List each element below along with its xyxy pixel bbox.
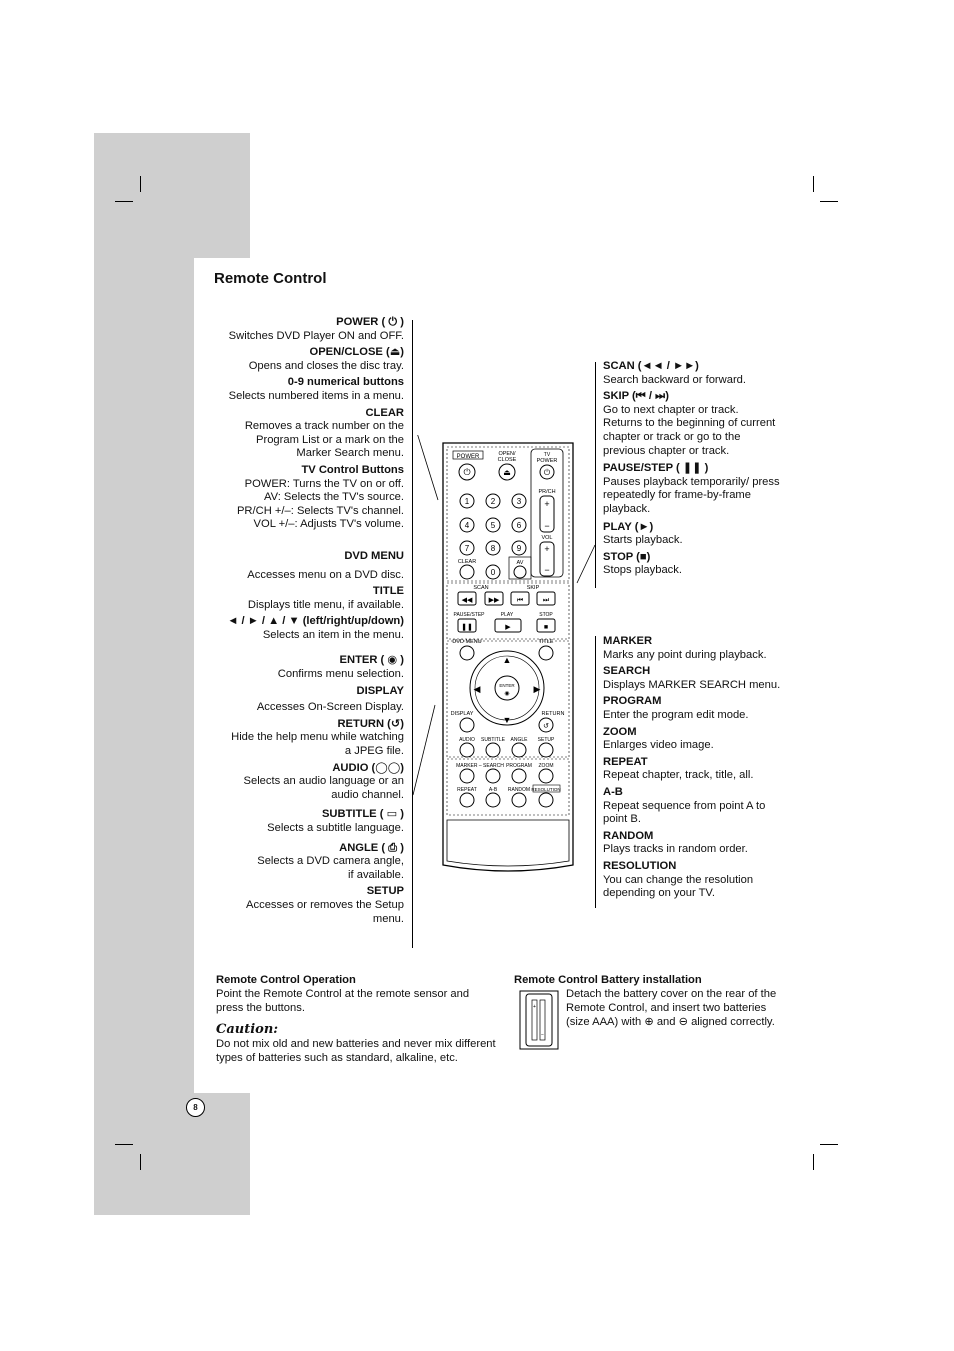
pause-icon: ❚❚ — [461, 624, 473, 631]
program-button[interactable] — [512, 769, 526, 783]
item-head: A-B — [603, 785, 623, 798]
ab-label: A-B — [488, 787, 498, 793]
item-desc: Hide the help menu while watching a JPEG file. — [231, 731, 404, 758]
item-dvd-menu — [214, 550, 404, 582]
eject-icon: ⏏ — [503, 468, 511, 477]
item-random — [603, 830, 798, 857]
setup-button[interactable] — [539, 743, 553, 757]
battery-plus-icon: + — [533, 1004, 536, 1010]
item-head: TV Control Buttons — [301, 463, 404, 476]
item-head: TITLE — [372, 585, 404, 598]
item-desc: Plays tracks in random order. — [603, 843, 748, 856]
item-head: DVD MENU — [344, 549, 404, 562]
item-title — [214, 585, 404, 612]
audio-label: AUDIO — [459, 737, 475, 743]
tv-power-icon: ⏻ — [543, 468, 551, 477]
item-audio — [214, 762, 404, 803]
vol-label: VOL — [541, 535, 553, 541]
right-arrow-button[interactable]: ▶ — [533, 684, 541, 694]
open-close-label-2: CLOSE — [497, 457, 517, 463]
item-desc: Repeat chapter, track, title, all. — [603, 769, 754, 782]
item-desc: Repeat sequence from point A to point B. — [603, 799, 766, 826]
av-label: AV — [516, 560, 524, 566]
item-clear — [214, 407, 404, 461]
item-head: RETURN (↺) — [337, 717, 404, 730]
item-setup — [214, 885, 404, 926]
item-head: RANDOM — [603, 829, 654, 842]
ab-button[interactable] — [486, 793, 500, 807]
item-head: PAUSE/STEP ( ❚❚ ) — [603, 462, 709, 475]
left-arrow-button[interactable]: ◀ — [473, 684, 481, 694]
digit-label: 5 — [490, 521, 496, 530]
zoom-label: ZOOM — [538, 763, 554, 769]
search-button[interactable] — [486, 769, 500, 783]
tv-label: TV — [543, 452, 551, 458]
item-play — [603, 521, 798, 548]
digit-label: 7 — [464, 544, 470, 553]
random-label: RANDOM — [507, 787, 531, 793]
random-button[interactable] — [512, 793, 526, 807]
play-icon: ▶ — [505, 624, 511, 631]
item-desc: Confirms menu selection. — [277, 668, 404, 681]
crop-mark — [813, 176, 814, 192]
leader-line — [577, 545, 595, 583]
item-desc: Accesses menu on a DVD disc. — [247, 568, 404, 581]
battery-text: Detach the battery cover on the rear of the Remote Control, and insert two batteries (size AAA) with ⊕ and ⊖ aligned correctly. — [566, 988, 777, 1028]
grey-band-bottom — [94, 1093, 250, 1215]
power-label: POWER — [456, 454, 480, 460]
item-desc: Selects an item in the menu. — [262, 628, 404, 641]
caution-text: Do not mix old and new batteries and never mix different types of batteries such as standard, alkaline, etc. — [216, 1038, 496, 1064]
item-arrows — [214, 615, 404, 642]
open-close-label: OPEN/ — [498, 451, 516, 457]
title-label: TITLE — [538, 639, 554, 645]
item-angle — [214, 842, 404, 883]
item-head: REPEAT — [603, 755, 648, 768]
item-desc: Displays title menu, if available. — [247, 598, 404, 611]
item-head: OPEN/CLOSE (⏏) — [309, 346, 404, 359]
item-enter — [214, 654, 404, 681]
crop-mark — [115, 1144, 133, 1145]
program-label: PROGRAM — [506, 763, 532, 769]
item-head: PLAY (►) — [603, 520, 654, 533]
item-head: ◄ / ► / ▲ / ▼ (left/right/up/down) — [227, 615, 404, 628]
play-label: PLAY — [500, 612, 514, 618]
resolution-button[interactable] — [539, 793, 553, 807]
item-desc: Stops playback. — [603, 564, 682, 577]
setup-label: SETUP — [537, 737, 555, 743]
digit-label: 3 — [516, 497, 522, 506]
item-head: SKIP (⏮ / ⏭) — [603, 390, 669, 403]
item-power — [214, 316, 404, 343]
rewind-icon: ◀◀ — [461, 597, 473, 604]
digit-label: 4 — [464, 521, 470, 530]
item-head: ANGLE ( ⎙ ) — [339, 841, 404, 854]
return-label: RETURN — [541, 711, 565, 717]
resolution-label: RESOLUTION — [531, 787, 561, 792]
minus-icon: − — [544, 565, 550, 575]
scan-label: SCAN — [473, 585, 489, 591]
remote-control-illustration — [405, 435, 600, 880]
digit-label: 0 — [490, 568, 496, 577]
repeat-button[interactable] — [460, 793, 474, 807]
zoom-button[interactable] — [539, 769, 553, 783]
item-desc: Selects a DVD camera angle, if available. — [257, 855, 404, 881]
skip-forward-icon: ⏭ — [542, 597, 550, 604]
crop-mark — [820, 201, 838, 202]
dvd-menu-button[interactable] — [460, 646, 474, 660]
page-number: 8 — [186, 1098, 205, 1117]
marker-button[interactable] — [460, 769, 474, 783]
crop-mark — [140, 176, 141, 192]
item-marker — [603, 635, 798, 662]
item-desc: Enter the program edit mode. — [603, 708, 749, 721]
leader-line — [413, 705, 435, 795]
power-icon: ⏻ — [463, 467, 471, 477]
return-icon: ↺ — [543, 723, 549, 730]
right-bottom-descriptions — [603, 635, 798, 904]
av-button[interactable] — [514, 566, 526, 578]
pause-step-label: PAUSE/STEP — [453, 612, 485, 618]
item-head: STOP (■) — [603, 550, 651, 563]
crop-mark — [115, 201, 133, 202]
right-top-descriptions — [603, 360, 798, 581]
tv-power-label: POWER — [536, 458, 558, 464]
caution-heading: Caution: — [216, 1022, 279, 1037]
stop-icon: ■ — [543, 624, 549, 631]
title-button[interactable] — [539, 646, 553, 660]
angle-button[interactable] — [512, 743, 526, 757]
item-desc: Accesses or removes the Setup menu. — [246, 898, 404, 925]
item-return — [214, 718, 404, 759]
fast-forward-icon: ▶▶ — [488, 597, 500, 604]
plus-icon: + — [544, 544, 550, 554]
item-display — [214, 685, 404, 715]
clear-label: CLEAR — [457, 559, 477, 565]
item-head: MARKER — [603, 635, 653, 647]
item-pause-step — [603, 462, 798, 516]
digit-label: 2 — [490, 497, 496, 506]
item-desc: Opens and closes the disc tray. — [248, 359, 404, 372]
item-head: ZOOM — [603, 725, 637, 738]
crop-mark — [820, 1144, 838, 1145]
item-head: PROGRAM — [603, 695, 662, 708]
pr-ch-label: PR/CH — [538, 489, 556, 495]
battery-heading: Remote Control Battery installation — [514, 974, 702, 986]
skip-label: SKIP — [526, 585, 540, 591]
item-head: ENTER ( ◉ ) — [339, 654, 404, 667]
digit-label: 8 — [490, 544, 496, 553]
item-desc: Go to next chapter or track. Returns to the beginning of current chapter or track or go to the previous chapter or track. — [603, 403, 776, 457]
item-desc: Marks any point during playback. — [603, 648, 767, 661]
leader-line — [413, 435, 438, 500]
angle-label: ANGLE — [510, 737, 528, 743]
item-tv-control — [214, 464, 404, 532]
item-head: RESOLUTION — [603, 859, 677, 872]
item-desc: Displays MARKER SEARCH menu. — [603, 678, 781, 691]
item-head: DISPLAY — [356, 684, 404, 697]
item-program — [603, 695, 798, 722]
digit-label: 6 — [516, 521, 522, 530]
item-desc: Removes a track number on the Program List or a mark on the Marker Search menu. — [244, 420, 404, 460]
minus-icon: − — [544, 521, 550, 531]
item-head: SEARCH — [603, 665, 651, 678]
stop-label: STOP — [539, 612, 553, 618]
subtitle-label: SUBTITLE — [481, 737, 505, 743]
up-arrow-button[interactable]: ▲ — [502, 655, 512, 665]
enter-icon: ◉ — [504, 691, 510, 697]
item-head: CLEAR — [365, 406, 404, 419]
item-desc: Selects a subtitle language. — [267, 822, 404, 834]
marker-search-label: MARKER – SEARCH — [456, 763, 504, 769]
item-ab — [603, 786, 798, 827]
item-desc: Starts playback. — [603, 534, 683, 547]
repeat-label: REPEAT — [457, 787, 477, 793]
left-descriptions — [214, 316, 404, 929]
item-search — [603, 665, 798, 692]
digit-label: 9 — [516, 544, 522, 553]
item-stop — [603, 551, 798, 578]
item-desc: Accesses On-Screen Display. — [256, 701, 404, 714]
item-desc: Selects numbered items in a menu. — [228, 389, 404, 402]
dvd-menu-label: DVD MENU — [452, 639, 482, 645]
subtitle-button[interactable] — [486, 743, 500, 757]
item-zoom — [603, 726, 798, 753]
item-desc: You can change the resolution depending on your TV. — [603, 873, 754, 900]
battery-minus-icon: − — [541, 1032, 544, 1038]
item-desc: POWER: Turns the TV on or off. AV: Selects the TV's source. PR/CH +/–: Selects TV's channel. VOL +/–: Adjusts TV's volume. — [236, 477, 404, 531]
battery-section — [514, 973, 794, 987]
skip-back-icon: ⏮ — [516, 597, 524, 604]
crop-mark — [813, 1154, 814, 1170]
grey-band-side — [94, 258, 194, 1093]
item-head: SCAN (◄◄ / ►►) — [603, 360, 699, 372]
clear-button[interactable] — [460, 565, 474, 579]
item-desc: Search backward or forward. — [603, 373, 747, 386]
operation-text: Point the Remote Control at the remote sensor and press the buttons. — [216, 988, 470, 1014]
battery-cover — [526, 994, 552, 1046]
item-numerical — [214, 376, 404, 403]
item-desc: Pauses playback temporarily/ press repeatedly for frame-by-frame playback. — [603, 475, 780, 515]
battery-compartment-illustration — [519, 990, 561, 1052]
grey-band-top — [94, 133, 250, 258]
display-button[interactable] — [460, 718, 474, 732]
item-resolution — [603, 860, 798, 901]
page-title: Remote Control — [214, 270, 327, 287]
plus-icon: + — [544, 499, 550, 509]
item-head: SETUP — [366, 885, 404, 898]
item-head: AUDIO (◯◯) — [332, 761, 404, 774]
enter-label: ENTER — [499, 683, 515, 688]
item-open-close — [214, 346, 404, 373]
item-head: 0-9 numerical buttons — [287, 376, 404, 389]
item-skip — [603, 390, 798, 458]
item-desc: Switches DVD Player ON and OFF. — [228, 329, 404, 342]
crop-mark — [140, 1154, 141, 1170]
down-arrow-button[interactable]: ▼ — [502, 715, 512, 725]
item-subtitle — [214, 808, 404, 835]
audio-button[interactable] — [460, 743, 474, 757]
item-head: SUBTITLE ( ▭ ) — [321, 808, 404, 821]
item-scan — [603, 360, 798, 387]
display-label: DISPLAY — [450, 711, 474, 717]
digit-label: 1 — [464, 497, 470, 506]
item-repeat — [603, 756, 798, 783]
item-head: POWER ( ⏻ ) — [336, 316, 404, 328]
operation-heading: Remote Control Operation — [216, 974, 356, 986]
item-desc: Selects an audio language or an audio channel. — [243, 775, 404, 801]
remote-operation-section — [216, 973, 496, 1065]
item-desc: Enlarges video image. — [603, 739, 714, 752]
